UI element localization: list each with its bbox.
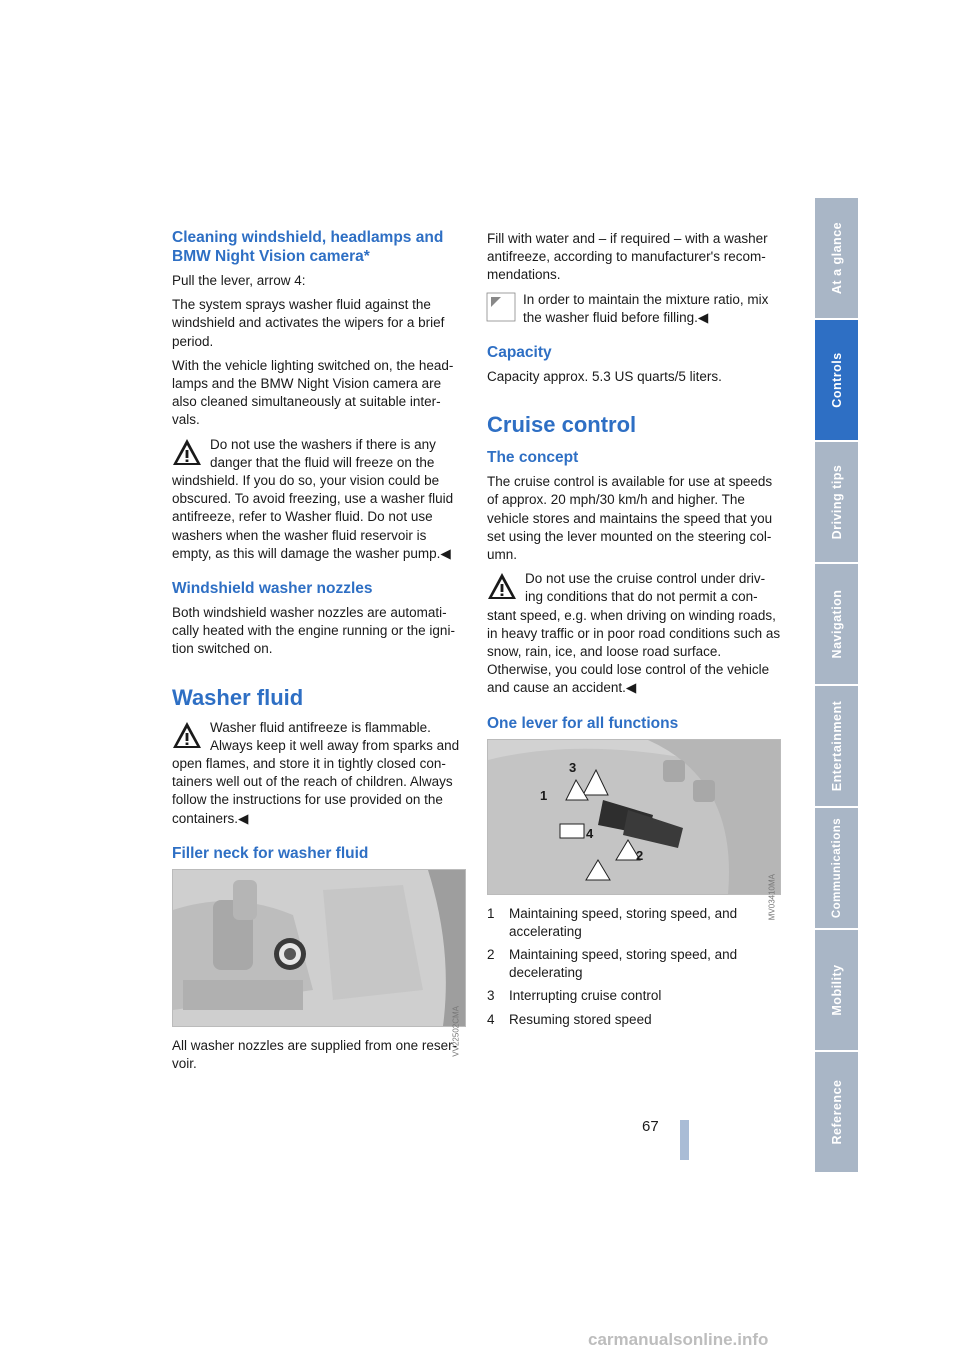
tab-communications[interactable]: Communications (815, 808, 858, 928)
engine-bay-illustration (173, 870, 465, 1026)
list-item: 2 Maintaining speed, storing speed, and decelerating (487, 947, 738, 981)
list-item: 4 Resuming stored speed (487, 1011, 652, 1027)
warning-flammable: Washer fluid antifreeze is flammable. Always keep it well away from sparks and open flames, and store it in tightly closed con-tainers well out of the reach of children. Always follow the instructions for use provided on the containers.◀ (172, 719, 460, 826)
tab-driving-tips[interactable]: Driving tips (815, 442, 858, 562)
heading-one-lever: One lever for all functions (487, 714, 679, 732)
lever-label-1: 1 (540, 787, 548, 803)
heading-nozzles: Windshield washer nozzles (172, 580, 373, 598)
page-number: 67 (642, 1118, 659, 1135)
list-item: 1 Maintaining speed, storing speed, and accelerating (487, 905, 738, 939)
tab-navigation[interactable]: Navigation (815, 564, 858, 684)
heading-concept: The concept (487, 449, 579, 467)
footer-watermark[interactable]: carmanualsonline.info (588, 1330, 769, 1349)
tab-at-a-glance[interactable]: At a glance (815, 198, 858, 318)
warning-icon (487, 572, 517, 600)
heading-washer-fluid: Washer fluid (172, 684, 304, 710)
heading-capacity: Capacity (487, 344, 552, 362)
note-mix: In order to maintain the mixture ratio, mix the washer fluid before filling.◀ (487, 291, 783, 327)
lever-label-4: 4 (586, 825, 594, 841)
para-supplied: All washer nozzles are supplied from one reser-voir. (172, 1037, 458, 1072)
note-icon (487, 293, 515, 321)
heading-cleaning: Cleaning windshield, headlamps and BMW Night Vision camera* (172, 229, 444, 265)
para-nozzles: Both windshield washer nozzles are automati-cally heated with the engine running or the igni-tion switched on. (172, 605, 455, 657)
right-column (487, 230, 783, 1034)
tab-mobility[interactable]: Mobility (815, 930, 858, 1050)
para-fill: Fill with water and – if required – with a washer antifreeze, according to manufacturer's recom-mendations. (487, 231, 768, 283)
cruise-lever-photo (487, 739, 781, 920)
chapter-tabs (815, 198, 858, 1174)
warning-icon (172, 721, 202, 749)
tab-controls[interactable]: Controls (815, 320, 858, 440)
tab-entertainment[interactable]: Entertainment (815, 686, 858, 806)
photo-code: VV22502CMA (452, 1005, 461, 1057)
heading-cruise-control: Cruise control (487, 412, 637, 438)
lever-label-3: 3 (569, 759, 577, 775)
steering-lever-illustration (488, 740, 780, 894)
list-item: 3 Interrupting cruise control (487, 988, 662, 1004)
para-lighting: With the vehicle lighting switched on, the head-lamps and the BMW Night Vision camera are also cleaned simultaneously at suitable inter-vals. (172, 357, 454, 428)
page-marker (680, 1120, 689, 1160)
left-column (172, 228, 468, 1079)
warning-freeze: Do not use the washers if there is any danger that the fluid will freeze on the windshield. If you do so, your vision could be obscured. To avoid freezing, use a washer fluid antifreeze, refer to Washer fluid. Do not use washers when the washer fluid reservoir is empty, as this will damage the washer pump.◀ (172, 436, 454, 561)
para-capacity: Capacity approx. 5.3 US quarts/5 liters. (487, 369, 722, 385)
para-concept: The cruise control is available for use at speeds of approx. 20 mph/30 km/h and higher. The vehicle stores and maintains the speed that you set using the lever mounted on the steering col-umn. (487, 474, 773, 563)
lever-label-2: 2 (636, 847, 644, 863)
tab-reference[interactable]: Reference (815, 1052, 858, 1172)
heading-filler-neck: Filler neck for washer fluid (172, 844, 369, 862)
warning-icon (172, 438, 202, 466)
para-sprays: The system sprays washer fluid against the windshield and activates the wipers for a brief period. (172, 297, 445, 349)
para-pull-lever: Pull the lever, arrow 4: (172, 273, 306, 288)
lever-function-list (487, 905, 783, 1029)
warning-cruise: Do not use the cruise control under driv-ing conditions that do not permit a con-stant speed, e.g. when driving on winding roads, in heavy traffic or in poor road conditions such as snow, rain, ice, and loose road surface. Otherwise, you could lose control of the vehicle and cause an accident.◀ (487, 571, 781, 696)
photo-code: MV03410MA (767, 873, 776, 920)
